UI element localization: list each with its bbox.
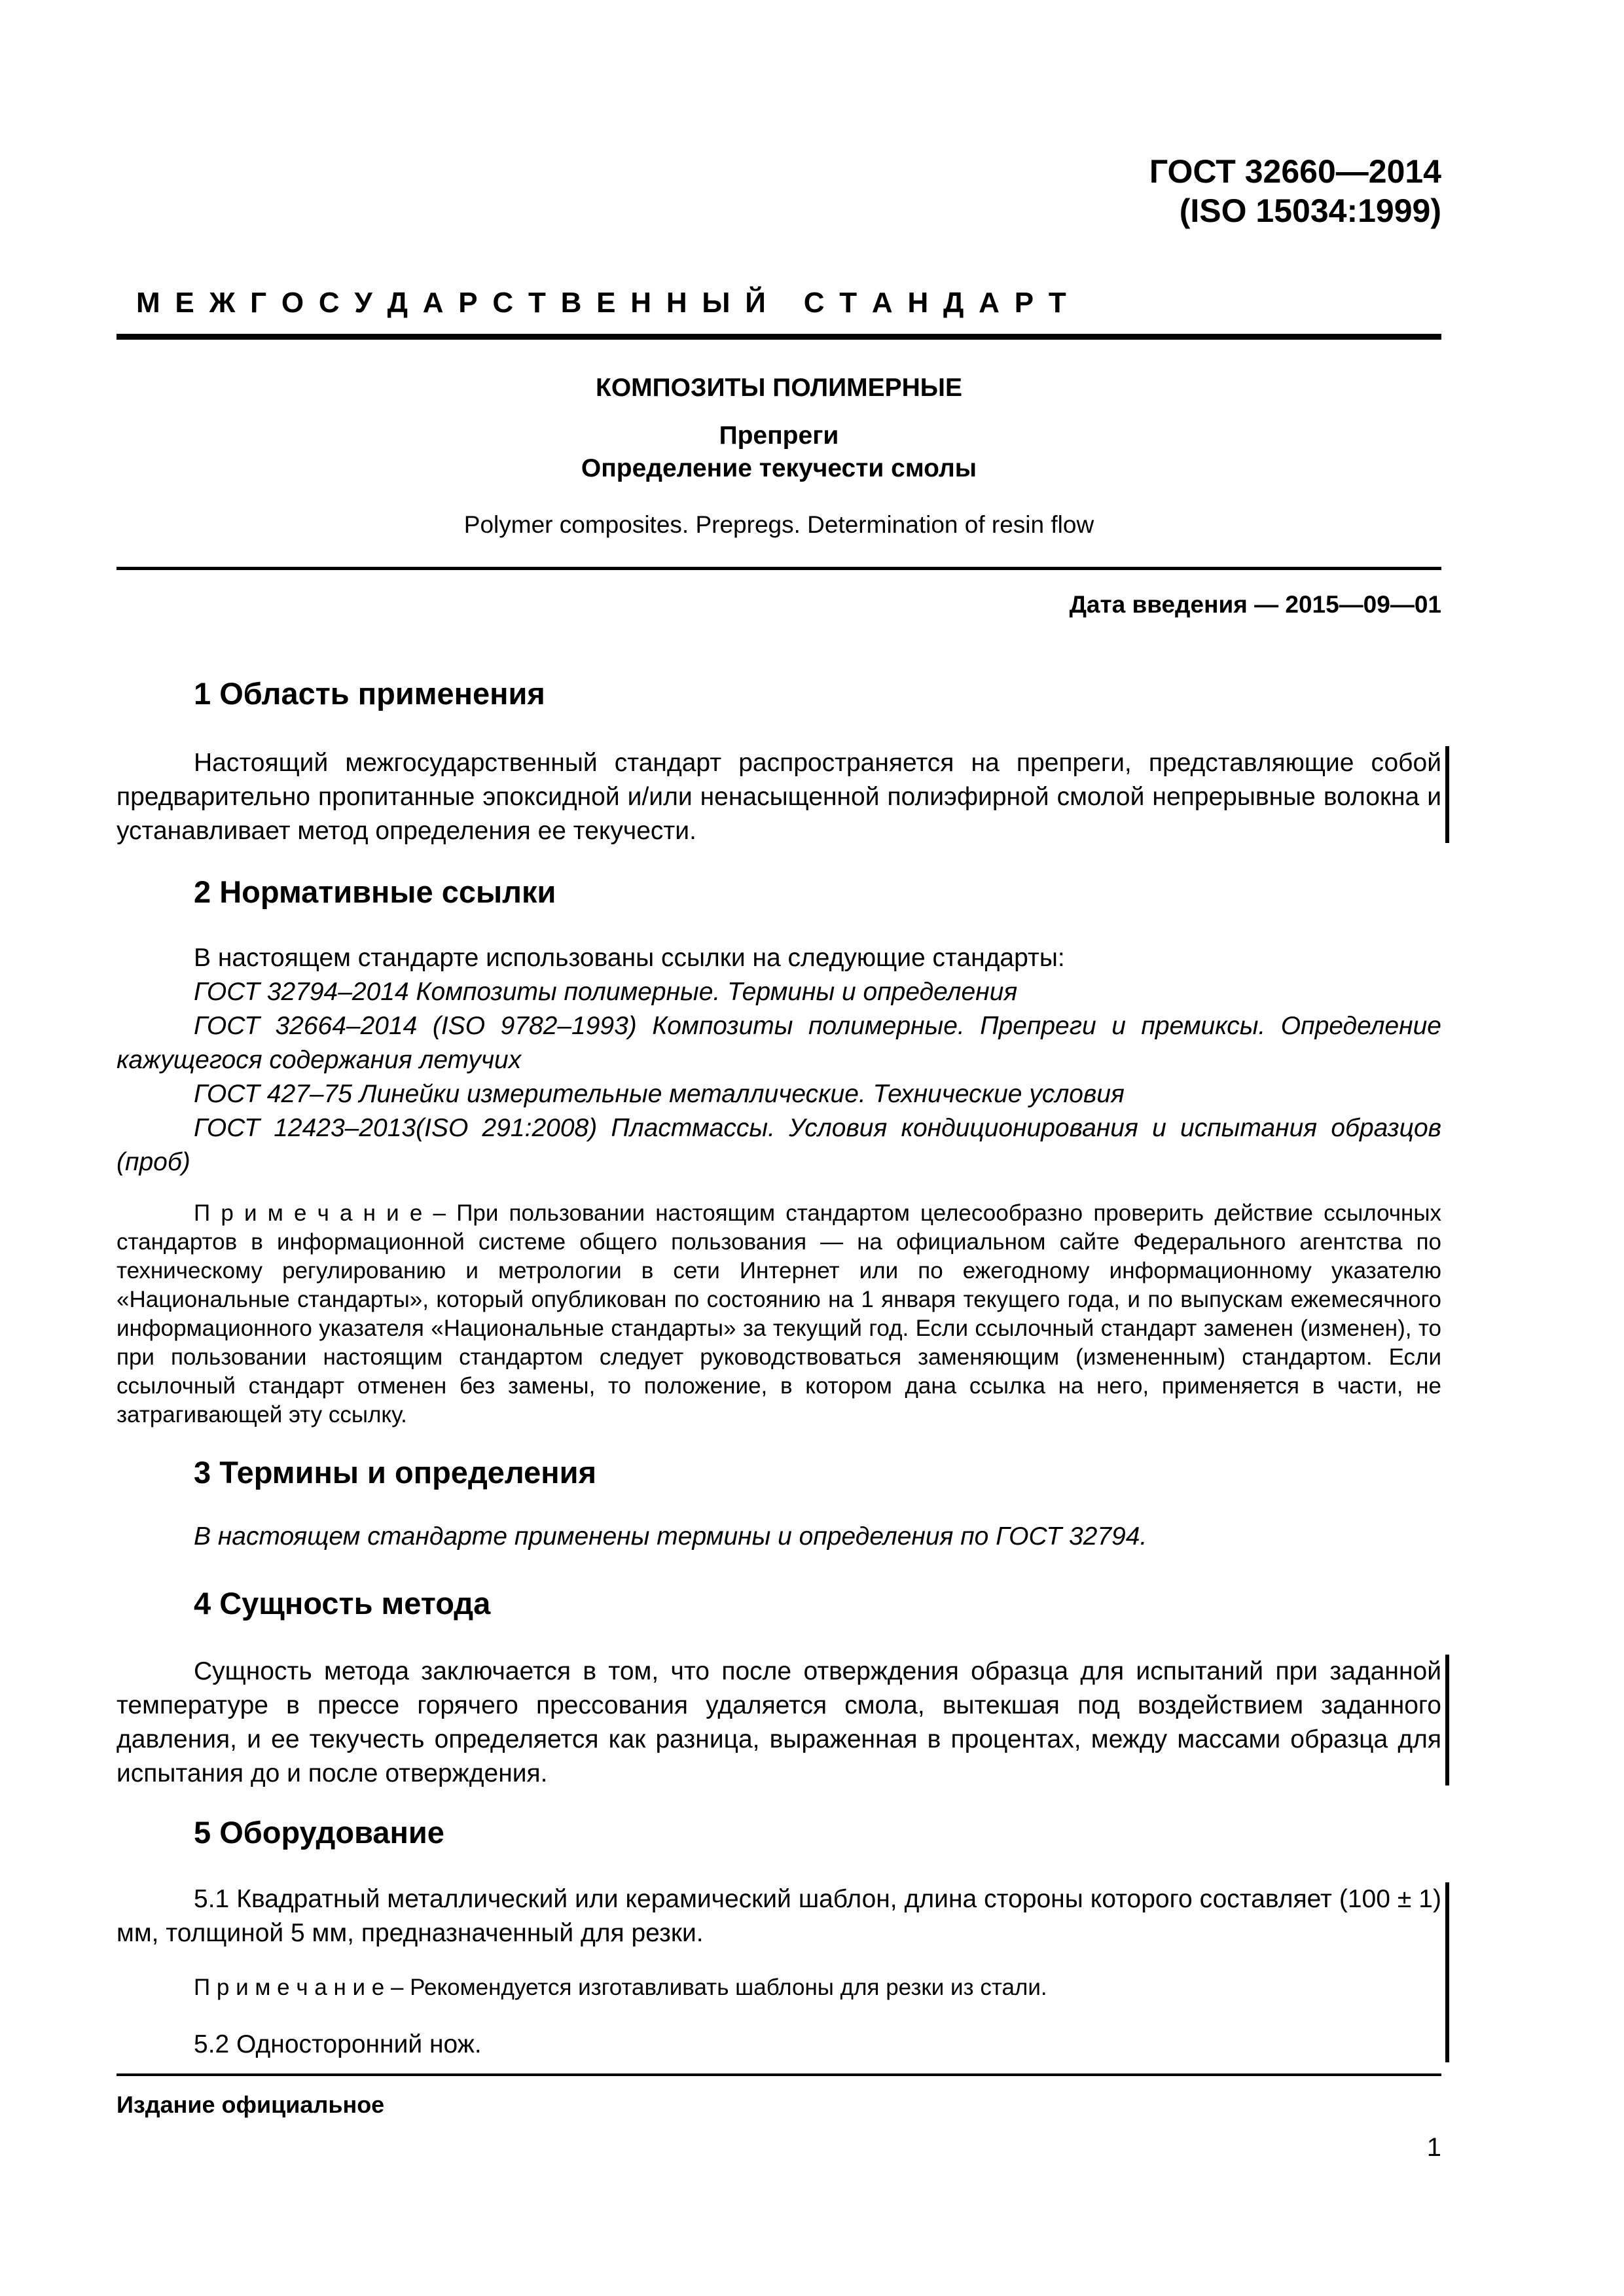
section-4-text: Сущность метода заключается в том, что после отверждения образца для испытаний при заданной температуре в прессе горячего прессования удаляется смола, вытекшая под воздействием заданного давления, и ее текучесть определяется как разница, выраженная в процентах, между массами образца для испытания до и после отверждения.: [117, 1657, 1441, 1787]
ref-gost-32794: ГОСТ 32794–2014 Композиты полимерные. Термины и определения: [194, 978, 1018, 1006]
doc-subtitle-2: Определение текучести смолы: [581, 454, 977, 482]
change-bar-3: [1445, 1882, 1449, 2062]
section-2-lead: В настоящем стандарте использованы ссылки на следующие стандарты:: [194, 944, 1065, 972]
section-5-item-2: 5.2 Односторонний нож.: [194, 2030, 482, 2058]
section-3-text: В настоящем стандарте применены термины и определения по ГОСТ 32794.: [194, 1522, 1147, 1551]
iso-code: (ISO 15034:1999): [1179, 192, 1441, 229]
change-bar-1: [1445, 746, 1449, 843]
section-4-heading: 4 Сущность метода: [194, 1586, 491, 1621]
section-5-note: [194, 1973, 1437, 2002]
section-3-heading: 3 Термины и определения: [194, 1455, 596, 1490]
ref-gost-12423: ГОСТ 12423–2013(ISO 291:2008) Пластмассы. Условия кондиционирования и испытания образцов (проб): [117, 1114, 1441, 1176]
section-5-heading: 5 Оборудование: [194, 1815, 444, 1850]
ref-gost-427: ГОСТ 427–75 Линейки измерительные металлические. Технические условия: [194, 1080, 1125, 1108]
note-text: – Рекомендуется изготавливать шаблоны для резки из стали.: [384, 1975, 1047, 2000]
page-number: 1: [1426, 2133, 1441, 2162]
edition-label: Издание официальное: [117, 2091, 385, 2118]
title-rule: [117, 567, 1441, 570]
change-bar-2: [1445, 1655, 1449, 1785]
note-text: – При пользовании настоящим стандартом целесообразно проверить действие ссылочных стандартов в информационной системе общего пользования — на официальном сайте Федерального агентства по техническому регулированию и метрологии в сети Интернет или по ежегодному информационному указателю «Национальные стандарты», который опубликован по состоянию на 1 января текущего года, и по выпускам ежемесячного информационного указателя «Национальные стандарты» за текущий год. Если ссылочный стандарт заменен (изменен), то при пользовании настоящим стандартом следует руководствоваться заменяющим (измененным) стандартом. Если ссылочный стандарт отменен без замены, то положение, в котором дана ссылка на него, применяется в части, не затрагивающей эту ссылку.: [117, 1200, 1441, 1427]
footer-rule: [117, 2073, 1441, 2076]
section-1-heading: 1 Область применения: [194, 676, 545, 711]
header-rule-thick: [117, 334, 1441, 340]
doc-subtitle-1: Препреги: [719, 422, 839, 450]
english-title: Polymer composites. Prepregs. Determination of resin flow: [463, 511, 1094, 538]
standard-code: ГОСТ 32660—2014: [1149, 153, 1441, 190]
ref-gost-32664: ГОСТ 32664–2014 (ISO 9782–1993) Композиты полимерные. Препреги и премиксы. Определение кажущегося содержания летучих: [117, 1012, 1441, 1074]
note-label: П р и м е ч а н и е: [194, 1200, 423, 1226]
doc-title: КОМПОЗИТЫ ПОЛИМЕРНЫЕ: [596, 374, 962, 402]
section-2-heading: 2 Нормативные ссылки: [194, 874, 556, 909]
banner-title: М Е Ж Г О С У Д А Р С Т В Е Н Н Ы Й С Т А Н Д А Р Т: [136, 287, 1070, 319]
section-1-text: Настоящий межгосударственный стандарт распространяется на препреги, представляющие собой предварительно пропитанные эпоксидной и/или ненасыщенной полиэфирной смолой непрерывные волокна и устанавливает метод определения ее текучести.: [117, 749, 1441, 845]
note-label: П р и м е ч а н и е: [194, 1975, 385, 2000]
section-5-item-1: 5.1 Квадратный металлический или керамический шаблон, длина стороны которого составляет (100 ± 1) мм, толщиной 5 мм, предназначенный для резки.: [117, 1885, 1441, 1947]
section-2-note: [117, 1199, 1441, 1429]
intro-date: Дата введения — 2015—09—01: [1069, 591, 1441, 618]
